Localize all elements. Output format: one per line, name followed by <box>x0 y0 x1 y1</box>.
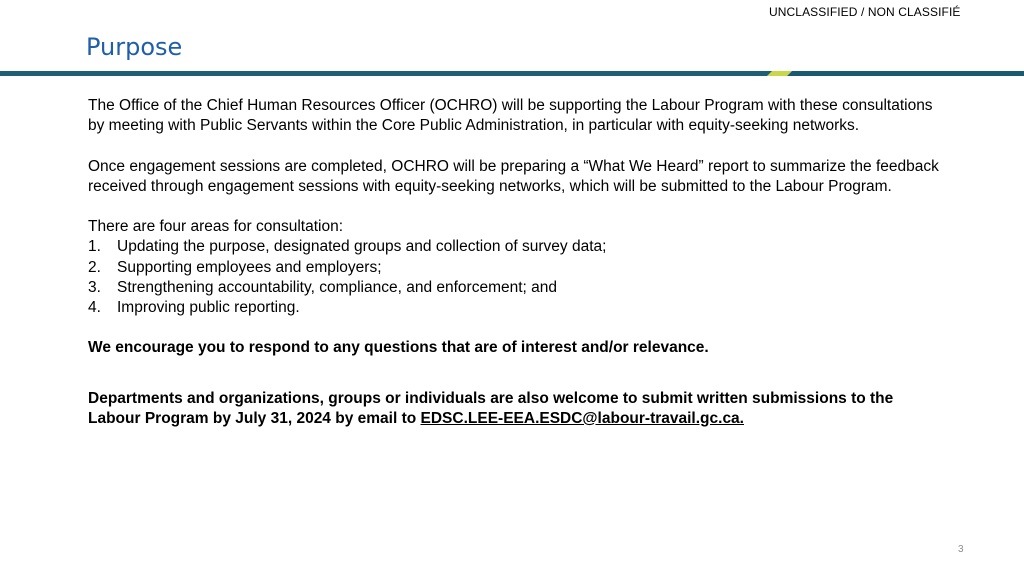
list-item <box>88 258 944 278</box>
email-link[interactable]: EDSC.LEE-EEA.ESDC@labour-travail.gc.ca. <box>420 409 744 427</box>
areas-intro: There are four areas for consultation: <box>88 218 344 236</box>
list-item-text: Strengthening accountability, compliance, and enforcement; and <box>117 278 558 296</box>
list-item <box>88 298 944 318</box>
list-item-text: Supporting employees and employers; <box>117 258 382 276</box>
header-divider <box>0 71 1024 77</box>
divider-main-bar <box>0 71 772 76</box>
submission-statement <box>88 389 944 429</box>
classification-label: UNCLASSIFIED / NON CLASSIFIÉ <box>769 5 961 19</box>
paragraph-ochro-support: The Office of the Chief Human Resources Officer (OCHRO) will be supporting the Labour Program with these consultations by meeting with Public Servants within the Core Public Administration, in particular with equity-seeking networks. <box>88 97 933 135</box>
page-number: 3 <box>958 544 964 555</box>
list-item-text: Improving public reporting. <box>117 299 300 316</box>
list-item-number: 3. <box>88 278 101 296</box>
paragraph-what-we-heard: Once engagement sessions are completed, OCHRO will be preparing a “What We Heard” report to summarize the feedback received through engagement sessions with equity-seeking networks, which will be submitted to the Labour Program. <box>88 157 939 195</box>
list-item-number: 2. <box>88 258 101 276</box>
list-item-number: 1. <box>88 238 101 256</box>
list-item <box>88 278 944 298</box>
consultation-areas-list <box>88 237 944 318</box>
list-item <box>88 237 944 257</box>
divider-end-bar <box>787 71 1024 76</box>
list-item-text: Updating the purpose, designated groups and collection of survey data; <box>117 238 607 256</box>
encouragement-statement: We encourage you to respond to any questions that are of interest and/or relevance. <box>88 339 709 357</box>
page-title: Purpose <box>86 33 183 61</box>
content-body <box>88 96 944 429</box>
submission-text: Departments and organizations, groups or individuals are also welcome to submit written submissions to the Labour Program by July 31, 2024 by email to <box>88 389 894 427</box>
list-item-number: 4. <box>88 299 101 316</box>
